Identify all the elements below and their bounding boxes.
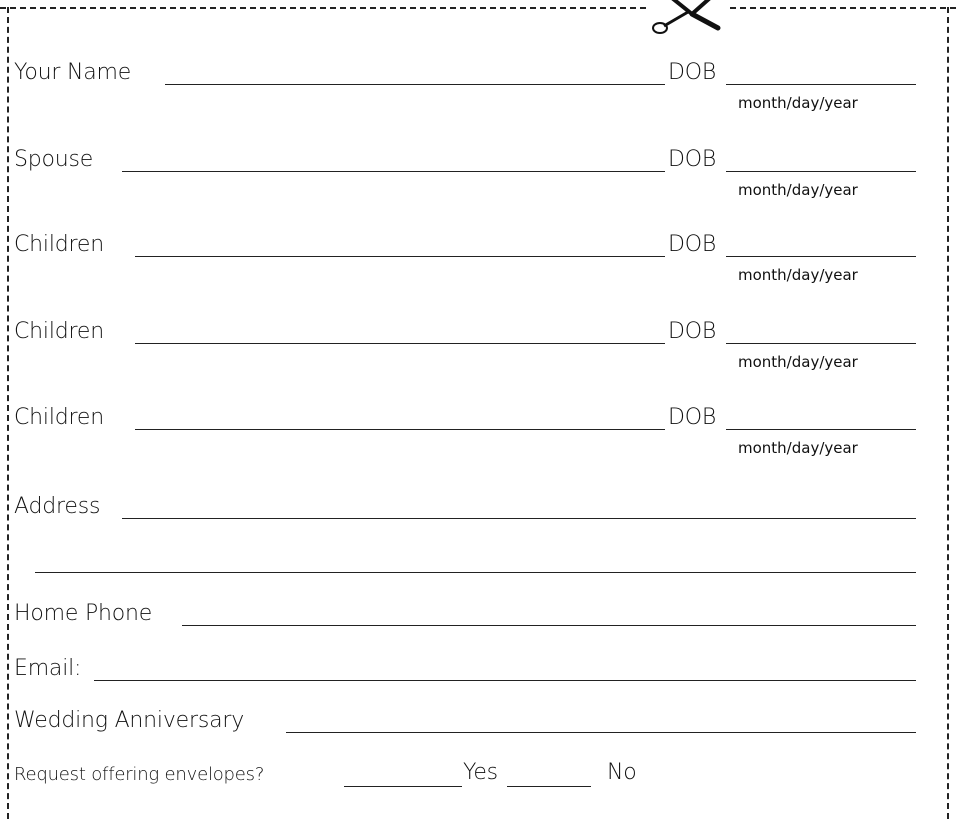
child-1-field[interactable]: [135, 256, 665, 257]
email-field[interactable]: [94, 680, 916, 681]
dob-label: DOB: [668, 232, 717, 257]
envelopes-no-field[interactable]: [507, 786, 591, 787]
your-name-label: Your Name: [14, 60, 132, 85]
email-label: Email:: [14, 656, 82, 681]
home-phone-field[interactable]: [182, 625, 916, 626]
spouse-dob-field[interactable]: [726, 171, 916, 172]
dob-hint: month/day/year: [738, 266, 858, 284]
dob-label: DOB: [668, 405, 717, 430]
your-name-dob-field[interactable]: [726, 84, 916, 85]
envelopes-yes-field[interactable]: [344, 786, 462, 787]
children-label: Children: [14, 232, 104, 257]
home-phone-label: Home Phone: [14, 601, 153, 626]
dob-hint: month/day/year: [738, 181, 858, 199]
spouse-field[interactable]: [122, 171, 665, 172]
envelopes-label: Request offering envelopes?: [14, 764, 265, 785]
yes-label: Yes: [463, 760, 498, 785]
child-2-field[interactable]: [135, 343, 665, 344]
children-label: Children: [14, 319, 104, 344]
anniversary-label: Wedding Anniversary: [14, 708, 245, 733]
spouse-label: Spouse: [14, 147, 94, 172]
your-name-field[interactable]: [165, 84, 665, 85]
dob-label: DOB: [668, 147, 717, 172]
dob-hint: month/day/year: [738, 94, 858, 112]
dob-label: DOB: [668, 60, 717, 85]
address-label: Address: [14, 494, 101, 519]
child-3-dob-field[interactable]: [726, 429, 916, 430]
child-1-dob-field[interactable]: [726, 256, 916, 257]
scissors-icon: [648, 0, 728, 40]
no-label: No: [607, 760, 637, 785]
dob-hint: month/day/year: [738, 439, 858, 457]
dob-hint: month/day/year: [738, 353, 858, 371]
cut-line-left: [7, 7, 9, 819]
child-2-dob-field[interactable]: [726, 343, 916, 344]
cut-line-top: [0, 7, 956, 9]
cut-line-right: [947, 7, 949, 819]
child-3-field[interactable]: [135, 429, 665, 430]
children-label: Children: [14, 405, 104, 430]
anniversary-field[interactable]: [286, 732, 916, 733]
dob-label: DOB: [668, 319, 717, 344]
address-field-line-1[interactable]: [122, 518, 916, 519]
address-field-line-2[interactable]: [35, 572, 916, 573]
